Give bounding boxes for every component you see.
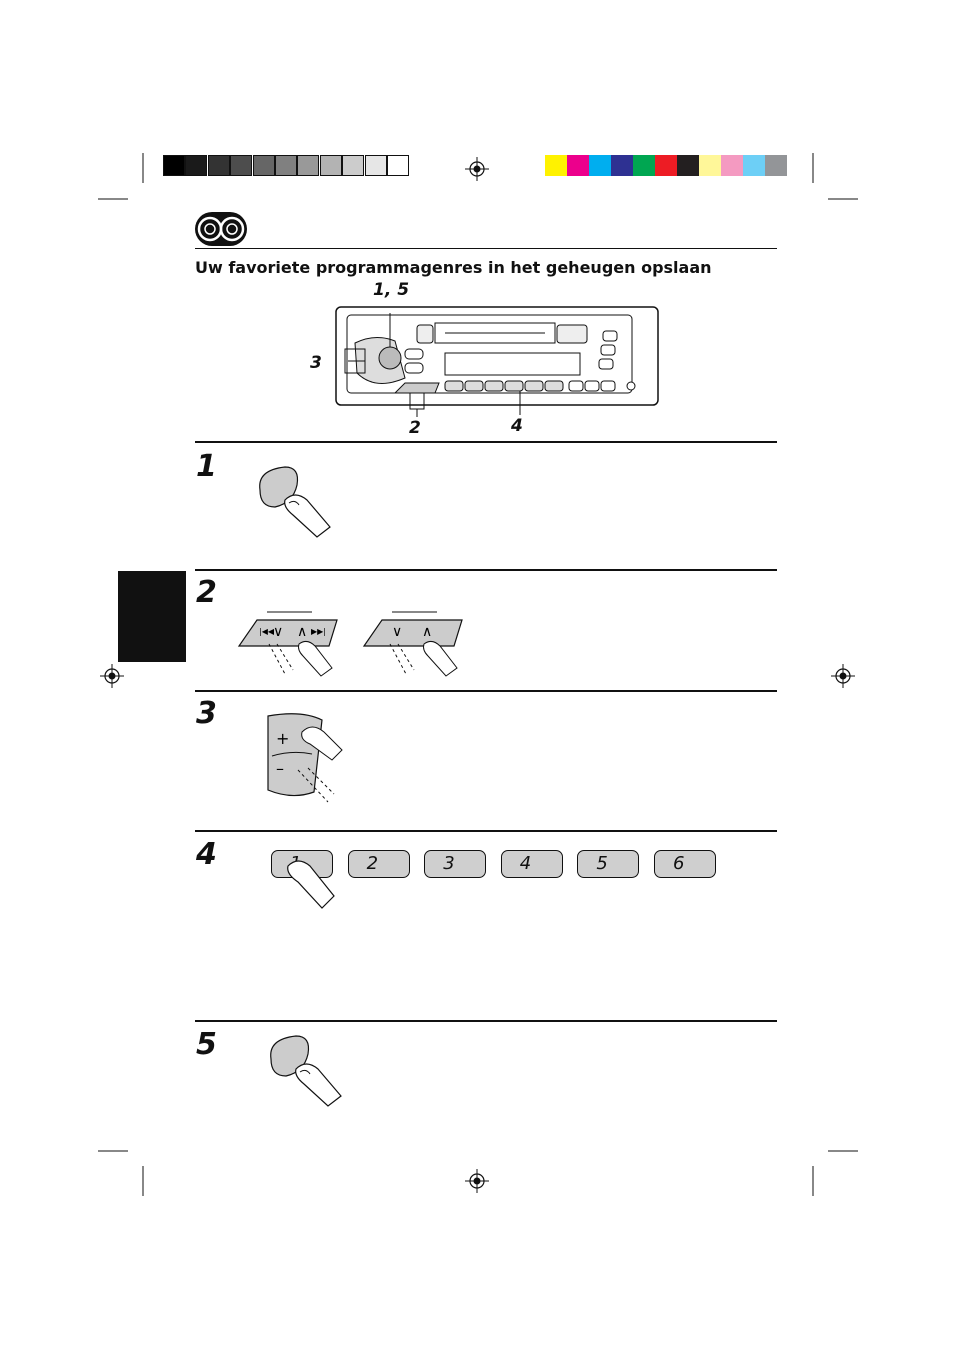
preset-button-label: 5	[596, 853, 608, 874]
svg-text:∨: ∨	[392, 624, 403, 640]
finger-press-icon	[282, 856, 352, 916]
step-1-number: 1	[196, 449, 217, 484]
tuning-buttons-icon	[237, 608, 477, 688]
registration-mark-icon	[465, 157, 489, 181]
step-2-number: 2	[196, 575, 217, 610]
preset-button-label: 6	[673, 853, 685, 874]
svg-text:|◀◀: |◀◀	[259, 627, 274, 636]
preset-button-5	[577, 850, 639, 878]
section-heading: Uw favoriete programmagenres in het geheugen opslaan	[195, 258, 712, 277]
preset-button-4	[501, 850, 563, 878]
rocker-minus-label: –	[276, 759, 284, 778]
callout-4: 4	[511, 416, 523, 436]
step-5-number: 5	[196, 1027, 217, 1062]
step-3-number: 3	[196, 696, 217, 731]
callout-1-5: 1, 5	[373, 280, 410, 300]
svg-text:∨: ∨	[273, 624, 284, 640]
stereo-logo-icon	[195, 212, 247, 246]
preset-button-6	[654, 850, 716, 878]
finger-press-icon	[266, 1034, 356, 1114]
language-side-tab	[118, 571, 186, 662]
preset-button-label: 2	[366, 853, 379, 874]
finger-press-icon	[255, 465, 345, 545]
registration-mark-icon	[831, 664, 855, 688]
preset-button-label: 3	[443, 853, 455, 874]
registration-mark-icon	[100, 664, 124, 688]
step-5-rule	[195, 1020, 777, 1022]
preset-button-2	[348, 850, 410, 878]
callout-2: 2	[409, 418, 421, 438]
preset-button-3	[424, 850, 486, 878]
step-1-rule	[195, 441, 777, 443]
rocker-plus-label: +	[276, 729, 290, 748]
header-rule	[195, 248, 777, 249]
preset-button-label: 4	[519, 853, 532, 874]
step-4-number: 4	[196, 837, 217, 872]
volume-rocker-icon	[262, 710, 352, 810]
step-3-rule	[195, 690, 777, 692]
step-4-rule	[195, 830, 777, 832]
stereo-panel-diagram	[335, 303, 665, 415]
callout-3: 3	[310, 353, 322, 373]
svg-text:▶▶|: ▶▶|	[311, 627, 326, 636]
registration-mark-icon	[465, 1169, 489, 1193]
svg-text:∧: ∧	[297, 624, 308, 640]
svg-text:∧: ∧	[422, 624, 433, 640]
step-2-rule	[195, 569, 777, 571]
